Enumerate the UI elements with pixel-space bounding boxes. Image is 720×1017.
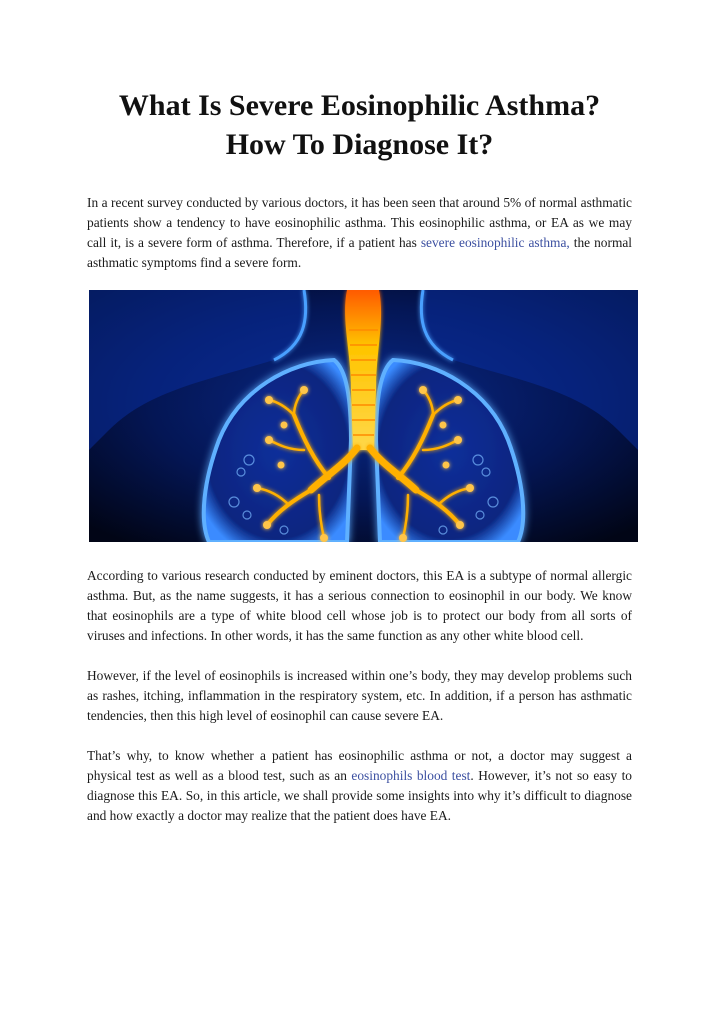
- paragraph-intro: [87, 193, 632, 273]
- paragraph-diagnosis-text-end: . However, it’s not so easy to diagnose this EA. So, in this article, we shall provide some insights into why it’s difficult to diagnose and how exactly a doctor may realize that the patient does have EA.: [87, 768, 633, 823]
- paragraph-diagnosis-text: That’s why, to know whether a patient has eosinophilic asthma or not, a doctor may suggest a physical test as well as a blood test, such as an: [87, 748, 632, 783]
- paragraph-eosinophil-levels: However, if the level of eosinophils is increased within one’s body, they may develop problems such as rashes, itching, inflammation in the respiratory system, etc. In addition, if a person has asthmatic tendencies, then this high level of eosinophil can cause severe EA.: [87, 668, 632, 723]
- lungs-illustration: [89, 290, 638, 542]
- paragraph-subtype: According to various research conducted by eminent doctors, this EA is a subtype of normal allergic asthma. But, as the name suggests, it has a serious connection to eosinophil in our body. We know that eosinophils are a type of white blood cell whose job is to protect our body from all sorts of viruses and infections. In other words, it has the same function as any other white blood cell.: [87, 568, 632, 643]
- article-title: What Is Severe Eosinophilic Asthma? How To Diagnose It?: [118, 89, 601, 161]
- paragraph-intro-text-end: the normal asthmatic symptoms find a severe form.: [87, 235, 633, 270]
- document-page: [87, 86, 632, 826]
- paragraph-intro-text: In a recent survey conducted by various doctors, it has been seen that around 5% of normal asthmatic patients show a tendency to have eosinophilic asthma. This eosinophilic asthma, or EA as we may call it, is a severe form of asthma. Therefore, if a patient has: [87, 195, 632, 250]
- eosinophils-blood-test-link[interactable]: eosinophils blood test: [351, 768, 471, 783]
- severe-eosinophilic-asthma-link[interactable]: severe eosinophilic asthma,: [420, 235, 570, 250]
- paragraph-diagnosis: [87, 746, 632, 826]
